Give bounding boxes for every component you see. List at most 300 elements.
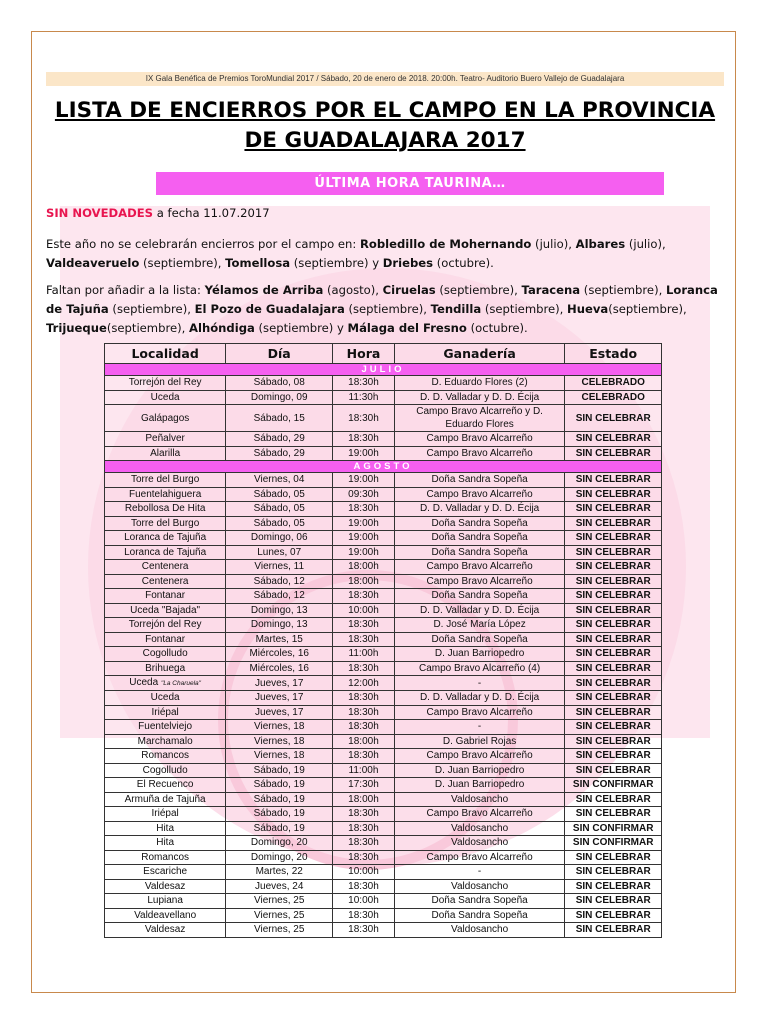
cell-hora-text: 10:00h bbox=[348, 866, 379, 878]
town-name: Tomellosa bbox=[225, 256, 291, 270]
table-header-row bbox=[105, 344, 662, 364]
cell-hora bbox=[333, 632, 395, 647]
cell-dia-text: Sábado, 05 bbox=[253, 488, 305, 500]
cell-localidad bbox=[105, 632, 226, 647]
cell-localidad bbox=[105, 676, 226, 691]
town-name: Ciruelas bbox=[382, 283, 436, 297]
cell-estado bbox=[565, 821, 662, 836]
cell-ganaderia bbox=[394, 792, 565, 807]
cell-localidad bbox=[105, 865, 226, 880]
cell-hora bbox=[333, 487, 395, 502]
cell-estado-text: SIN CELEBRAR bbox=[575, 764, 651, 776]
cell-ganaderia bbox=[394, 531, 565, 546]
cell-dia bbox=[226, 894, 333, 909]
town-month-note: (agosto), bbox=[323, 283, 383, 297]
town-name: Robledillo de Mohernando bbox=[359, 237, 532, 251]
cell-ganaderia-text: Campo Bravo Alcarreño bbox=[426, 808, 533, 820]
cell-localidad-text: Centenera bbox=[141, 575, 189, 587]
town-month-note: (septiembre), bbox=[106, 321, 189, 335]
gala-banner: IX Gala Benéfica de Premios ToroMundial 2017 / Sábado, 20 de enero de 2018. 20:00h. Teatro- Auditorio Buero Vallejo de Guadalajara bbox=[46, 72, 724, 86]
cell-localidad-text: Valdeavellano bbox=[134, 909, 197, 921]
table-row bbox=[105, 807, 662, 822]
cell-ganaderia-text: Campo Bravo Alcarreño bbox=[426, 575, 533, 587]
cell-hora bbox=[333, 691, 395, 706]
cell-dia bbox=[226, 908, 333, 923]
cell-dia bbox=[226, 720, 333, 735]
cell-dia-text: Jueves, 17 bbox=[255, 706, 304, 718]
table-row bbox=[105, 676, 662, 691]
cell-estado-text: SIN CELEBRAR bbox=[575, 474, 651, 486]
cell-localidad-text: Torrejón del Rey bbox=[128, 377, 202, 389]
cell-estado-text: SIN CELEBRAR bbox=[575, 412, 651, 424]
cell-dia-text: Domingo, 09 bbox=[250, 391, 308, 403]
cell-dia-text: Sábado, 19 bbox=[253, 822, 305, 834]
title-line-2: DE GUADALAJARA 2017 bbox=[244, 128, 526, 153]
cell-localidad-text: Fontanar bbox=[145, 590, 186, 602]
cell-ganaderia bbox=[394, 836, 565, 851]
cell-localidad-text: Fuentelahiguera bbox=[128, 488, 202, 500]
town-name: Taracena bbox=[521, 283, 581, 297]
cell-estado-text: SIN CELEBRAR bbox=[575, 706, 651, 718]
table-row bbox=[105, 502, 662, 517]
cell-localidad-text: Escariche bbox=[143, 866, 188, 878]
cell-ganaderia-text: Valdosancho bbox=[451, 822, 509, 834]
cell-localidad bbox=[105, 487, 226, 502]
cell-hora bbox=[333, 894, 395, 909]
cell-estado-text: SIN CELEBRAR bbox=[575, 909, 651, 921]
cell-estado bbox=[565, 446, 662, 461]
cell-localidad-text: Torrejón del Rey bbox=[128, 619, 202, 631]
cell-dia-text: Domingo, 06 bbox=[250, 532, 308, 544]
cell-estado-text: SIN CELEBRAR bbox=[575, 575, 651, 587]
cell-estado bbox=[565, 734, 662, 749]
cell-estado-text: SIN CELEBRAR bbox=[575, 532, 651, 544]
cell-dia-text: Martes, 15 bbox=[255, 633, 303, 645]
cell-dia bbox=[226, 545, 333, 560]
cell-estado bbox=[565, 574, 662, 589]
cell-dia bbox=[226, 734, 333, 749]
cell-hora-text: 18:30h bbox=[348, 412, 379, 424]
cell-dia bbox=[226, 589, 333, 604]
cell-ganaderia bbox=[394, 661, 565, 676]
table-row bbox=[105, 473, 662, 488]
cell-estado-text: SIN CELEBRAR bbox=[575, 924, 651, 936]
cell-localidad bbox=[105, 603, 226, 618]
cell-localidad bbox=[105, 390, 226, 405]
cell-ganaderia-text: Doña Sandra Sopeña bbox=[431, 532, 528, 544]
table-row bbox=[105, 405, 662, 432]
cell-hora-text: 19:00h bbox=[348, 517, 379, 529]
cell-ganaderia bbox=[394, 560, 565, 575]
cell-dia bbox=[226, 661, 333, 676]
cell-localidad bbox=[105, 446, 226, 461]
cell-estado-text: SIN CELEBRAR bbox=[575, 866, 651, 878]
cell-localidad-text: Iriépal bbox=[151, 706, 179, 718]
month-label: JULIO bbox=[105, 364, 662, 376]
cell-dia bbox=[226, 473, 333, 488]
cell-hora bbox=[333, 603, 395, 618]
cell-estado bbox=[565, 691, 662, 706]
cell-ganaderia bbox=[394, 632, 565, 647]
cell-ganaderia-text: D. Juan Barriopedro bbox=[434, 764, 525, 776]
cell-hora-text: 19:00h bbox=[348, 546, 379, 558]
table-row bbox=[105, 545, 662, 560]
cell-localidad-text: Brihuega bbox=[145, 662, 186, 674]
table-row bbox=[105, 705, 662, 720]
cell-estado-text: SIN CELEBRAR bbox=[575, 880, 651, 892]
cell-estado bbox=[565, 792, 662, 807]
table-row bbox=[105, 691, 662, 706]
cell-ganaderia bbox=[394, 705, 565, 720]
cell-hora-text: 11:00h bbox=[348, 764, 379, 776]
cell-estado-text: SIN CELEBRAR bbox=[575, 648, 651, 660]
cell-dia-text: Jueves, 24 bbox=[255, 880, 304, 892]
cell-localidad bbox=[105, 545, 226, 560]
cell-localidad-text: Hita bbox=[156, 837, 175, 849]
cell-hora bbox=[333, 560, 395, 575]
cell-dia bbox=[226, 618, 333, 633]
cell-localidad-text: Hita bbox=[156, 822, 175, 834]
cell-dia bbox=[226, 879, 333, 894]
table-row bbox=[105, 647, 662, 662]
cell-hora bbox=[333, 763, 395, 778]
town-month-note: (octubre). bbox=[466, 321, 528, 335]
cell-ganaderia-text: Campo Bravo Alcarreño bbox=[426, 706, 533, 718]
town-name: Loranca de Tajuña bbox=[46, 283, 718, 316]
status-text: a fecha 11.07.2017 bbox=[153, 206, 270, 220]
cell-hora bbox=[333, 661, 395, 676]
cell-ganaderia bbox=[394, 516, 565, 531]
cell-estado bbox=[565, 676, 662, 691]
cell-dia bbox=[226, 763, 333, 778]
cell-localidad bbox=[105, 778, 226, 793]
cell-estado-text: SIN CONFIRMAR bbox=[572, 822, 654, 834]
table-row bbox=[105, 821, 662, 836]
table-row bbox=[105, 792, 662, 807]
cell-ganaderia bbox=[394, 647, 565, 662]
cell-ganaderia bbox=[394, 778, 565, 793]
cell-ganaderia-text: Campo Bravo Alcarreño y D. Eduardo Flores bbox=[416, 406, 543, 430]
cell-estado-text: SIN CONFIRMAR bbox=[572, 837, 654, 849]
cell-ganaderia bbox=[394, 691, 565, 706]
month-label: AGOSTO bbox=[105, 461, 662, 473]
cell-estado bbox=[565, 894, 662, 909]
cell-ganaderia-text: Campo Bravo Alcarreño bbox=[426, 851, 533, 863]
cell-dia-text: Martes, 22 bbox=[255, 866, 303, 878]
cell-hora bbox=[333, 676, 395, 691]
cell-dia bbox=[226, 531, 333, 546]
cell-localidad-text: Valdesaz bbox=[144, 880, 186, 892]
town-name: Yélamos de Arriba bbox=[204, 283, 324, 297]
cell-dia-text: Jueves, 17 bbox=[255, 692, 304, 704]
town-name: El Pozo de Guadalajara bbox=[194, 302, 345, 316]
cell-dia-text: Domingo, 20 bbox=[250, 851, 308, 863]
cell-dia bbox=[226, 487, 333, 502]
cell-estado-text: SIN CELEBRAR bbox=[575, 808, 651, 820]
cell-hora-text: 19:00h bbox=[348, 474, 379, 486]
cell-localidad-text: Iriépal bbox=[151, 808, 179, 820]
cell-hora bbox=[333, 879, 395, 894]
cell-localidad-text: Romancos bbox=[141, 750, 190, 762]
cell-localidad bbox=[105, 516, 226, 531]
paragraph-intro: Faltan por añadir a la lista: bbox=[46, 283, 205, 297]
cell-estado-text: SIN CELEBRAR bbox=[575, 561, 651, 573]
table-row bbox=[105, 894, 662, 909]
cell-estado bbox=[565, 763, 662, 778]
cell-estado-text: SIN CELEBRAR bbox=[575, 662, 651, 674]
cell-estado-text: SIN CELEBRAR bbox=[575, 447, 651, 459]
town-name: Hueva bbox=[567, 302, 609, 316]
cell-ganaderia bbox=[394, 473, 565, 488]
cell-dia bbox=[226, 865, 333, 880]
cell-hora-text: 18:00h bbox=[348, 561, 379, 573]
cell-hora-text: 19:00h bbox=[348, 447, 379, 459]
cell-ganaderia bbox=[394, 589, 565, 604]
cell-estado-text: SIN CELEBRAR bbox=[575, 750, 651, 762]
cell-ganaderia bbox=[394, 676, 565, 691]
town-month-note: (octubre). bbox=[433, 256, 494, 270]
cell-estado bbox=[565, 560, 662, 575]
cell-localidad bbox=[105, 705, 226, 720]
cell-hora bbox=[333, 618, 395, 633]
cell-estado bbox=[565, 405, 662, 432]
cell-ganaderia bbox=[394, 908, 565, 923]
cell-localidad-text: El Recuenco bbox=[136, 779, 194, 791]
cell-hora-text: 10:00h bbox=[348, 895, 379, 907]
cell-localidad bbox=[105, 574, 226, 589]
table-row bbox=[105, 574, 662, 589]
table-row bbox=[105, 865, 662, 880]
cell-ganaderia bbox=[394, 879, 565, 894]
cell-hora-text: 18:30h bbox=[348, 924, 379, 936]
status-line bbox=[46, 204, 726, 223]
cell-ganaderia bbox=[394, 821, 565, 836]
town-name: Driebes bbox=[382, 256, 434, 270]
cancelled-paragraph bbox=[46, 235, 726, 273]
cell-dia-text: Viernes, 25 bbox=[254, 895, 305, 907]
cell-ganaderia-text: Doña Sandra Sopeña bbox=[431, 909, 528, 921]
cell-localidad-text: Peñalver bbox=[145, 433, 185, 445]
cell-ganaderia-text: Campo Bravo Alcarreño bbox=[426, 561, 533, 573]
cell-hora bbox=[333, 778, 395, 793]
cell-localidad bbox=[105, 560, 226, 575]
cell-localidad bbox=[105, 792, 226, 807]
cell-hora-text: 18:30h bbox=[348, 706, 379, 718]
cell-localidad-text: Marchamalo bbox=[137, 735, 193, 747]
cell-hora-text: 09:30h bbox=[348, 488, 379, 500]
cell-hora bbox=[333, 705, 395, 720]
cell-hora bbox=[333, 446, 395, 461]
cell-ganaderia-text: D. Juan Barriopedro bbox=[434, 779, 525, 791]
cell-localidad bbox=[105, 661, 226, 676]
cell-dia-text: Miércoles, 16 bbox=[249, 648, 309, 660]
cell-dia-text: Domingo, 20 bbox=[250, 837, 308, 849]
table-row bbox=[105, 749, 662, 764]
cell-dia bbox=[226, 376, 333, 391]
cell-localidad bbox=[105, 749, 226, 764]
cell-ganaderia bbox=[394, 545, 565, 560]
col-header-localidad: Localidad bbox=[105, 344, 226, 364]
col-header-ganaderia: Ganadería bbox=[394, 344, 565, 364]
col-header-estado: Estado bbox=[565, 344, 662, 364]
cell-dia-text: Viernes, 18 bbox=[254, 750, 305, 762]
cell-hora-text: 18:30h bbox=[348, 619, 379, 631]
cell-hora bbox=[333, 545, 395, 560]
cell-estado bbox=[565, 502, 662, 517]
cell-ganaderia bbox=[394, 603, 565, 618]
cell-estado-text: SIN CELEBRAR bbox=[575, 546, 651, 558]
cell-localidad-text: Lupiana bbox=[147, 895, 183, 907]
cell-estado bbox=[565, 865, 662, 880]
cell-dia-text: Domingo, 13 bbox=[250, 619, 308, 631]
table-row bbox=[105, 516, 662, 531]
cell-localidad bbox=[105, 618, 226, 633]
cell-dia bbox=[226, 850, 333, 865]
cell-estado-text: SIN CELEBRAR bbox=[575, 604, 651, 616]
cell-hora bbox=[333, 502, 395, 517]
cell-ganaderia bbox=[394, 376, 565, 391]
cell-ganaderia-text: Campo Bravo Alcarreño bbox=[426, 750, 533, 762]
cell-dia bbox=[226, 405, 333, 432]
cell-hora-text: 18:30h bbox=[348, 750, 379, 762]
cell-dia bbox=[226, 647, 333, 662]
cell-ganaderia-text: D. D. Valladar y D. D. Écija bbox=[419, 604, 540, 616]
cell-hora bbox=[333, 531, 395, 546]
cell-hora-text: 18:00h bbox=[348, 793, 379, 805]
cell-hora-text: 18:00h bbox=[348, 735, 379, 747]
cell-localidad bbox=[105, 908, 226, 923]
cell-ganaderia-text: Valdosancho bbox=[451, 793, 509, 805]
cell-localidad bbox=[105, 432, 226, 447]
cell-ganaderia-text: Campo Bravo Alcarreño bbox=[426, 433, 533, 445]
cell-estado bbox=[565, 390, 662, 405]
cell-estado-text: SIN CELEBRAR bbox=[575, 677, 651, 689]
cell-estado bbox=[565, 432, 662, 447]
cell-estado-text: CELEBRADO bbox=[581, 377, 645, 389]
cell-hora-text: 18:30h bbox=[348, 662, 379, 674]
cell-hora-text: 18:30h bbox=[348, 503, 379, 515]
cell-hora bbox=[333, 574, 395, 589]
cell-dia bbox=[226, 516, 333, 531]
pending-paragraph bbox=[46, 281, 726, 338]
cell-localidad bbox=[105, 531, 226, 546]
cell-dia-text: Viernes, 25 bbox=[254, 924, 305, 936]
cell-hora-text: 18:30h bbox=[348, 808, 379, 820]
cell-dia-text: Sábado, 15 bbox=[253, 412, 305, 424]
cell-hora-text: 12:00h bbox=[348, 677, 379, 689]
town-name: Albares bbox=[575, 237, 626, 251]
page-title bbox=[46, 96, 724, 156]
cell-ganaderia bbox=[394, 432, 565, 447]
town-name: Málaga del Fresno bbox=[347, 321, 467, 335]
table-row bbox=[105, 487, 662, 502]
cell-hora bbox=[333, 432, 395, 447]
cell-ganaderia-text: D. D. Valladar y D. D. Écija bbox=[419, 503, 540, 515]
cell-localidad bbox=[105, 502, 226, 517]
cell-localidad bbox=[105, 589, 226, 604]
cell-estado bbox=[565, 661, 662, 676]
cell-ganaderia-text: D. José María López bbox=[433, 619, 526, 631]
cell-dia bbox=[226, 603, 333, 618]
cell-hora-text: 18:30h bbox=[348, 590, 379, 602]
town-month-note: (julio), bbox=[531, 237, 576, 251]
cell-estado-text: SIN CELEBRAR bbox=[575, 721, 651, 733]
cell-hora-text: 18:00h bbox=[348, 575, 379, 587]
cell-localidad bbox=[105, 807, 226, 822]
town-name: Valdeaveruelo bbox=[46, 256, 140, 270]
last-minute-bar: ÚLTIMA HORA TAURINA… bbox=[156, 172, 664, 195]
cell-hora-text: 18:30h bbox=[348, 837, 379, 849]
cell-dia bbox=[226, 923, 333, 938]
table-row bbox=[105, 763, 662, 778]
cell-hora bbox=[333, 473, 395, 488]
cell-estado bbox=[565, 647, 662, 662]
town-month-note: (septiembre), bbox=[481, 302, 568, 316]
cell-localidad bbox=[105, 850, 226, 865]
cell-dia-text: Sábado, 05 bbox=[253, 503, 305, 515]
cell-ganaderia-text: D. Gabriel Rojas bbox=[442, 735, 517, 747]
table-row bbox=[105, 390, 662, 405]
cell-hora bbox=[333, 376, 395, 391]
cell-estado bbox=[565, 376, 662, 391]
cell-hora-text: 18:30h bbox=[348, 377, 379, 389]
cell-dia bbox=[226, 632, 333, 647]
cell-localidad-text: Galápagos bbox=[140, 412, 190, 424]
cell-dia bbox=[226, 705, 333, 720]
cell-localidad bbox=[105, 720, 226, 735]
cell-localidad-text: Cogolludo bbox=[142, 764, 188, 776]
town-name: Tendilla bbox=[430, 302, 482, 316]
cell-localidad-text: Loranca de Tajuña bbox=[124, 532, 207, 544]
table-row bbox=[105, 778, 662, 793]
town-month-note: (septiembre), bbox=[435, 283, 522, 297]
cell-estado bbox=[565, 908, 662, 923]
cell-ganaderia-text: Doña Sandra Sopeña bbox=[431, 633, 528, 645]
town-month-note: (septiembre) y bbox=[290, 256, 383, 270]
cell-hora bbox=[333, 850, 395, 865]
cell-dia-text: Sábado, 19 bbox=[253, 764, 305, 776]
cell-dia-text: Sábado, 05 bbox=[253, 517, 305, 529]
encierros-table bbox=[104, 343, 662, 938]
cell-localidad bbox=[105, 473, 226, 488]
cell-localidad-text: Valdesaz bbox=[144, 924, 186, 936]
cell-dia-text: Viernes, 11 bbox=[254, 561, 305, 573]
cell-estado bbox=[565, 531, 662, 546]
month-row bbox=[105, 364, 662, 376]
cell-localidad bbox=[105, 763, 226, 778]
cell-dia bbox=[226, 778, 333, 793]
table-row bbox=[105, 531, 662, 546]
cell-ganaderia-text: - bbox=[477, 721, 482, 733]
cell-localidad bbox=[105, 923, 226, 938]
cell-hora bbox=[333, 749, 395, 764]
col-header-dia: Día bbox=[226, 344, 333, 364]
cell-dia-text: Viernes, 18 bbox=[254, 721, 305, 733]
paragraph-intro: Este año no se celebrarán encierros por el campo en: bbox=[46, 237, 360, 251]
cell-estado bbox=[565, 487, 662, 502]
cell-hora-text: 18:30h bbox=[348, 633, 379, 645]
cell-dia-text: Viernes, 04 bbox=[254, 474, 305, 486]
cell-hora-text: 18:30h bbox=[348, 822, 379, 834]
cell-hora-text: 18:30h bbox=[348, 721, 379, 733]
town-month-note: (septiembre) y bbox=[254, 321, 348, 335]
table-row bbox=[105, 432, 662, 447]
cell-dia-text: Sábado, 19 bbox=[253, 793, 305, 805]
cell-dia bbox=[226, 390, 333, 405]
cell-dia bbox=[226, 560, 333, 575]
cell-estado bbox=[565, 749, 662, 764]
cell-estado bbox=[565, 473, 662, 488]
